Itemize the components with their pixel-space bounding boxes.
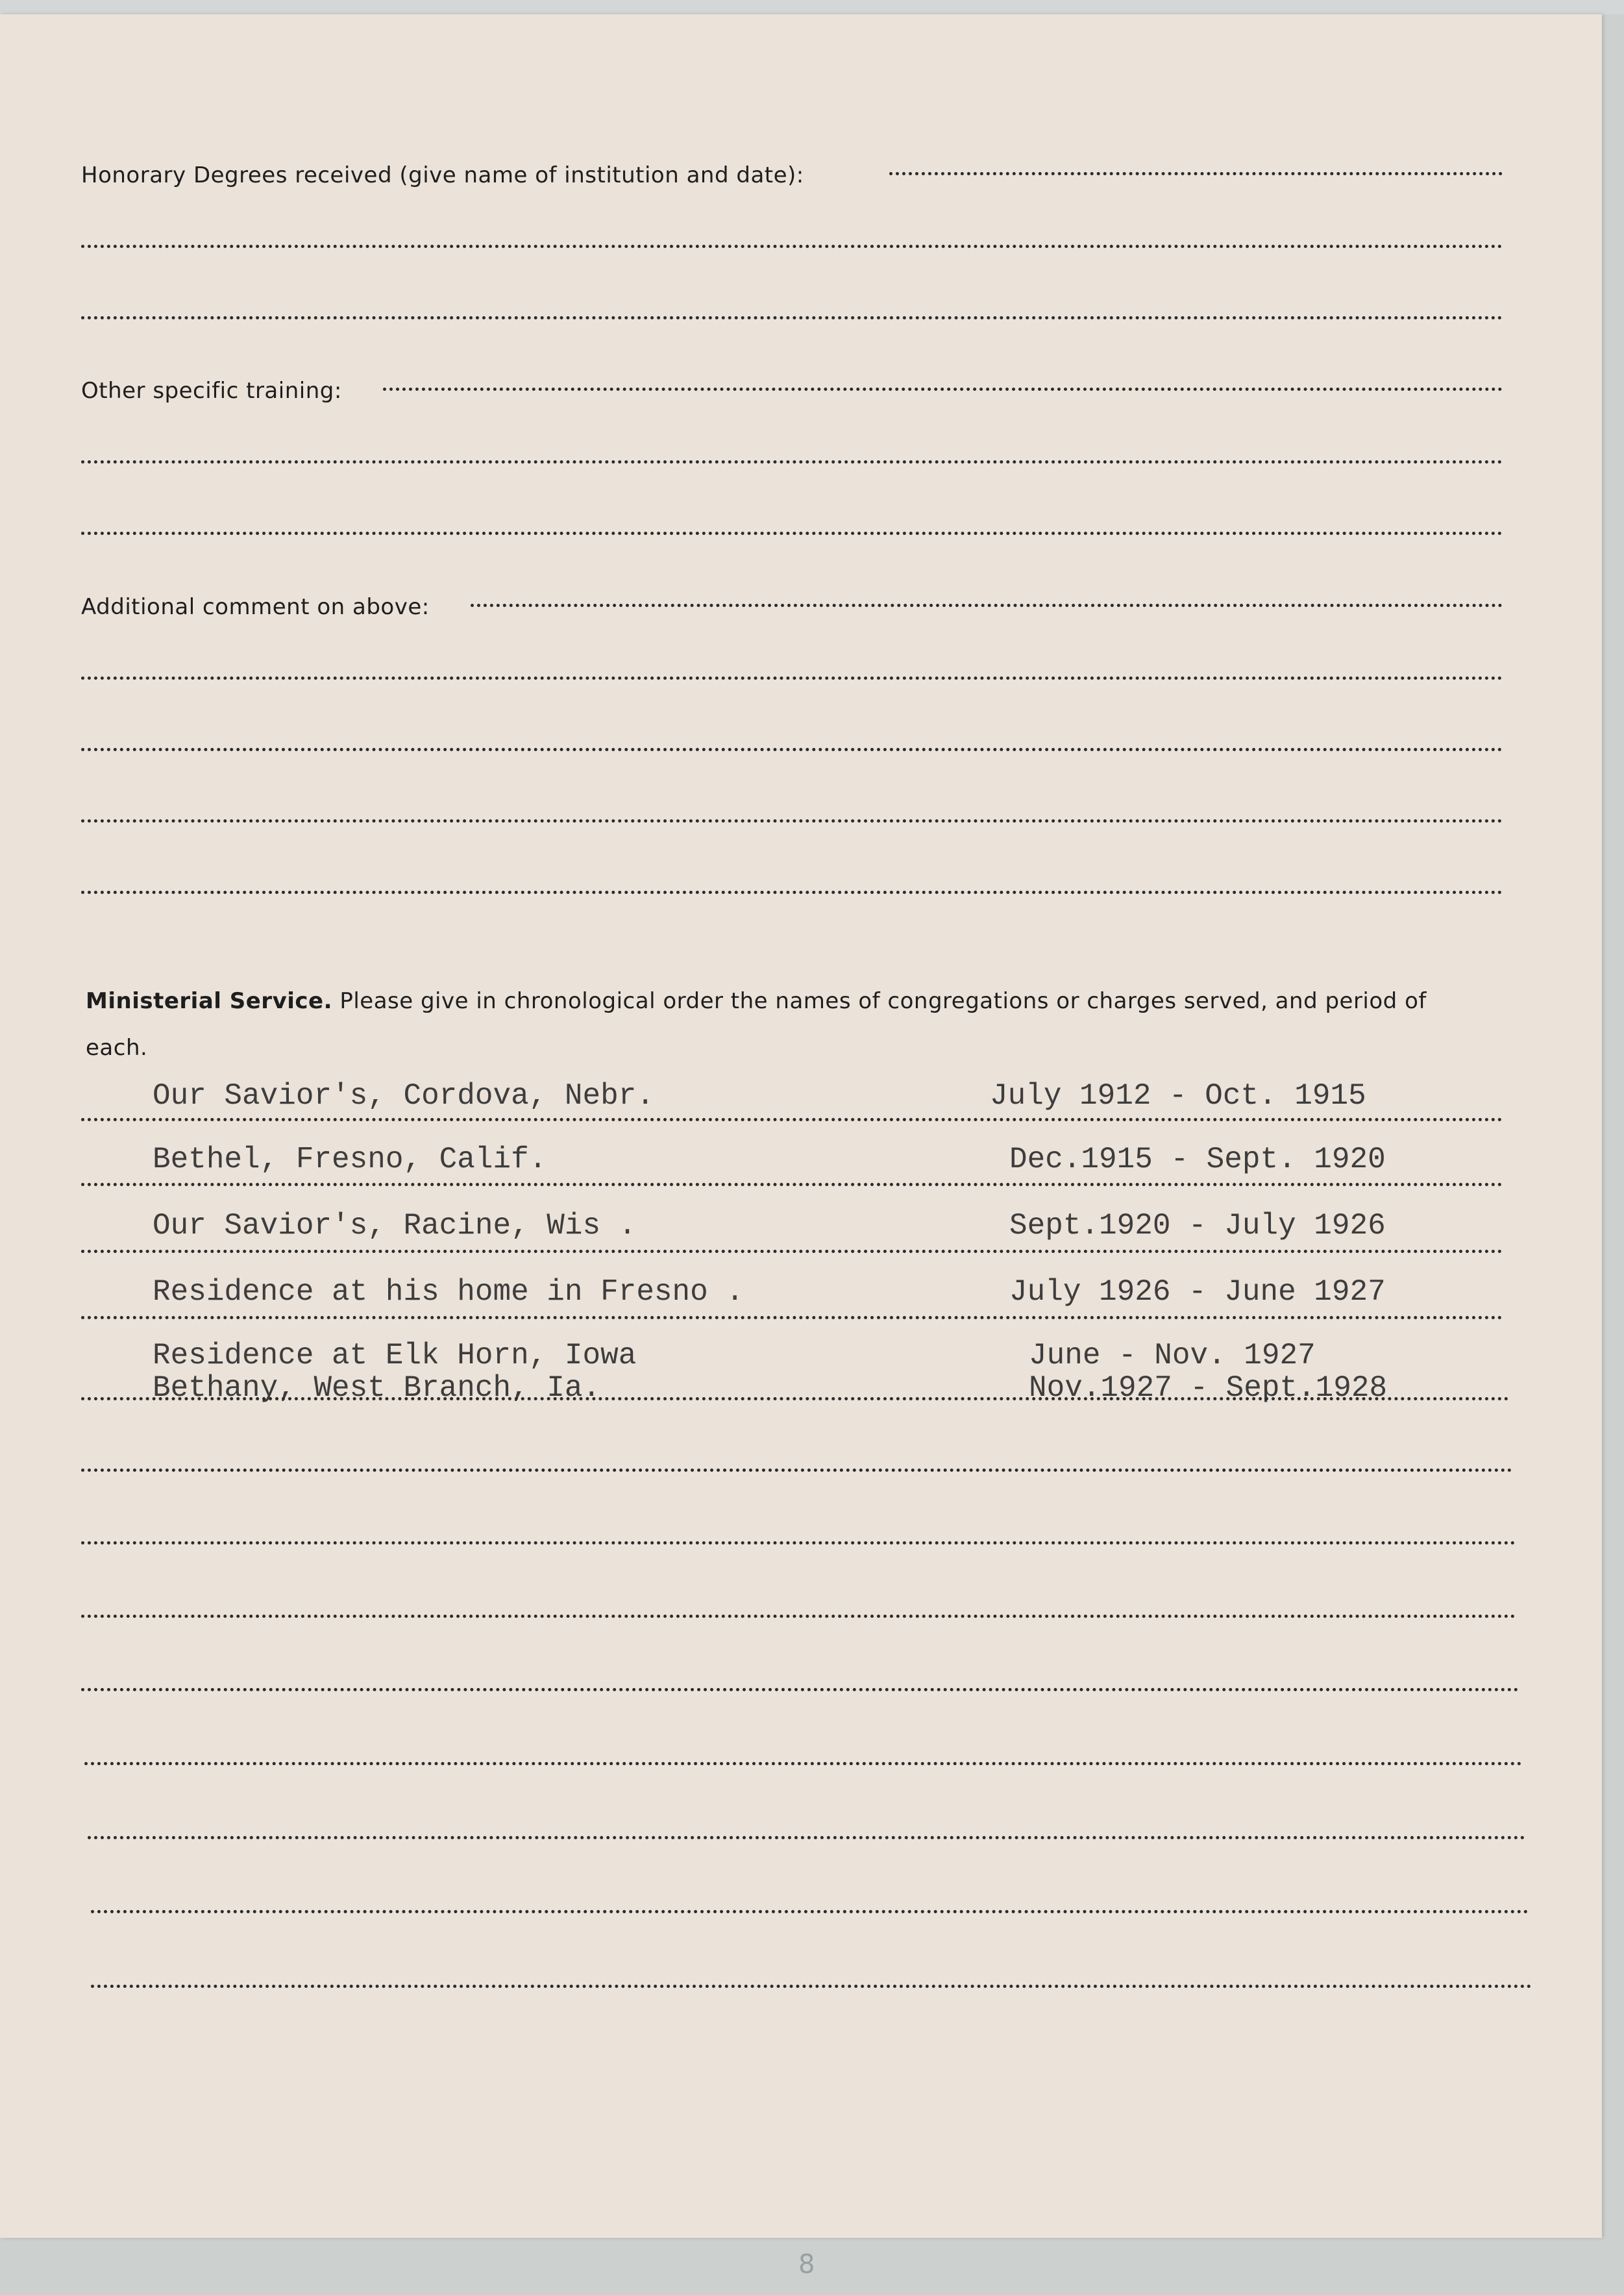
training-line-1 [383,388,1503,391]
service-line-2 [81,1183,1503,1186]
ministerial-service-heading [86,988,1427,1014]
service-line-6 [81,1469,1512,1472]
comment-line-5 [81,891,1503,894]
comment-line-4 [81,819,1503,823]
page-mark: 8 [798,2250,815,2279]
training-line-3 [81,532,1503,535]
comment-line-3 [81,748,1503,751]
comment-line-2 [81,676,1503,680]
service-line-4 [81,1316,1503,1319]
service-period-4: July 1926 - June 1927 [1009,1275,1386,1309]
service-line-1 [81,1118,1503,1121]
service-line-3 [81,1250,1503,1253]
other-training-label: Other specific training: [81,378,342,404]
additional-comment-label: Additional comment on above: [81,594,430,620]
service-line-11 [88,1836,1525,1839]
service-period-1: July 1912 - Oct. 1915 [990,1079,1366,1113]
service-place-1: Our Savior's, Cordova, Nebr. [153,1079,654,1113]
service-period-2: Dec.1915 - Sept. 1920 [1009,1143,1386,1176]
honorary-line-3 [81,316,1503,319]
honorary-degrees-label: Honorary Degrees received (give name of institution and date): [81,162,804,188]
service-place-2: Bethel, Fresno, Calif. [153,1143,547,1176]
service-period-5: June - Nov. 1927 [1029,1339,1316,1372]
service-line-9 [81,1688,1519,1691]
service-line-8 [81,1615,1516,1618]
service-line-5 [81,1397,1509,1400]
service-line-12 [91,1910,1529,1913]
ministerial-title: Ministerial Service. [86,988,333,1014]
service-place-4: Residence at his home in Fresno . [153,1275,744,1309]
service-place-6: Bethany, West Branch, Ia. [153,1371,601,1405]
form-page [0,14,1602,2238]
service-line-7 [81,1541,1516,1544]
ministerial-instructions: Please give in chronological order the names of congregations or charges served, and period of [339,988,1427,1014]
scan-top-band [0,0,1624,14]
service-period-3: Sept.1920 - July 1926 [1009,1209,1386,1243]
comment-line-1 [471,604,1503,607]
honorary-line-1 [889,172,1503,175]
training-line-2 [81,460,1503,464]
service-place-3: Our Savior's, Racine, Wis . [153,1209,637,1243]
service-line-10 [84,1762,1522,1765]
honorary-line-2 [81,245,1503,248]
service-period-6: Nov.1927 - Sept.1928 [1029,1371,1388,1405]
ministerial-instructions-cont: each. [86,1035,148,1061]
service-place-5: Residence at Elk Horn, Iowa [153,1339,637,1372]
service-line-13 [91,1985,1532,1988]
